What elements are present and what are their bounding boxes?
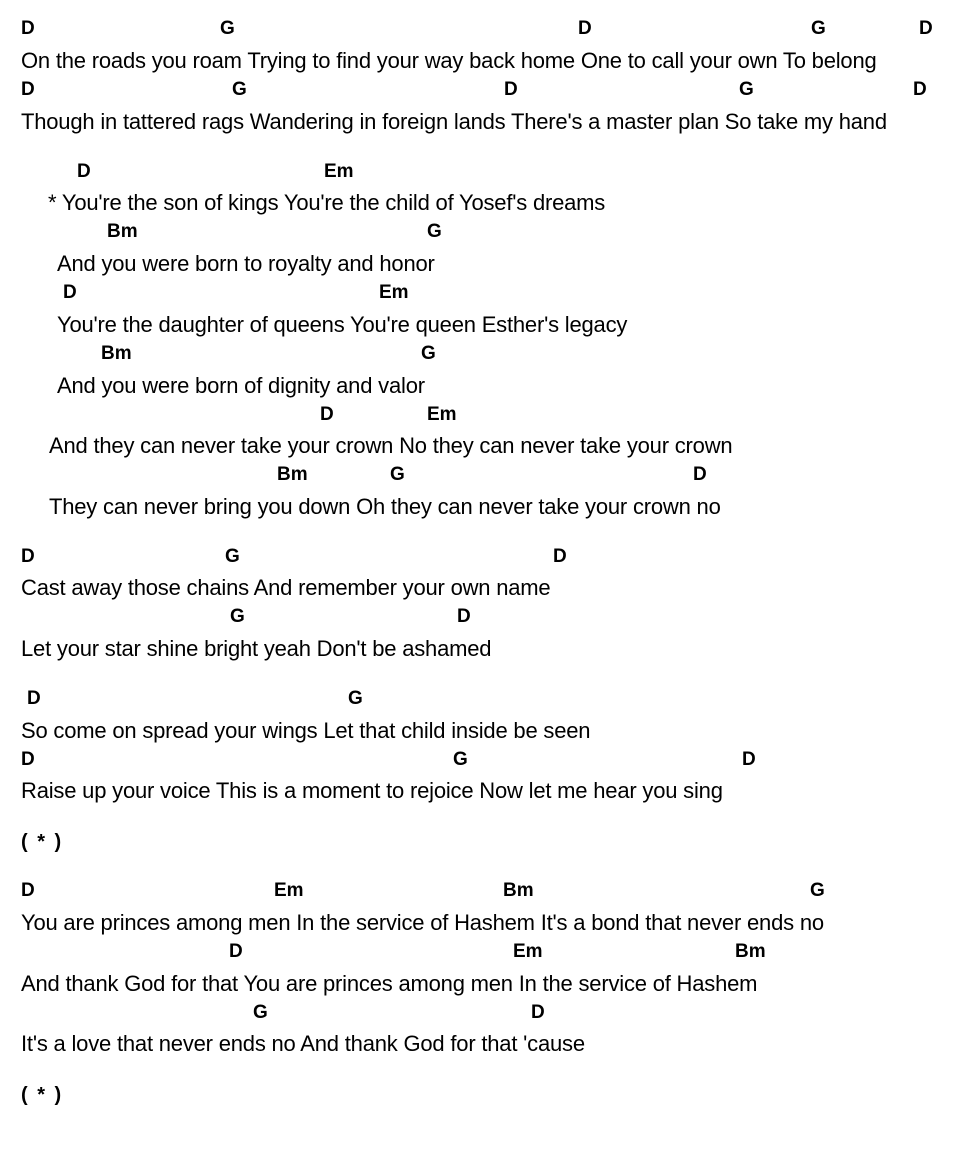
chord-line xyxy=(0,1002,969,1024)
repeat-chorus-marker: ( * ) xyxy=(21,831,64,853)
chord: G xyxy=(739,79,754,100)
chord: D xyxy=(919,18,933,39)
chord: G xyxy=(225,546,240,567)
chord: D xyxy=(77,161,91,182)
lyric-line: And thank God for that You are princes among men In the service of Hashem xyxy=(21,971,758,996)
chord-line xyxy=(0,161,969,183)
chord: D xyxy=(913,79,927,100)
chord: Em xyxy=(324,161,354,182)
chord: Bm xyxy=(107,221,138,242)
chord-line xyxy=(0,282,969,304)
chord: Em xyxy=(379,282,409,303)
lyric-line: Though in tattered rags Wandering in foreign lands There's a master plan So take my hand xyxy=(21,109,887,134)
chord: G xyxy=(232,79,247,100)
lyric-line: It's a love that never ends no And thank God for that 'cause xyxy=(21,1031,585,1056)
chord: D xyxy=(229,941,243,962)
chord: Em xyxy=(513,941,543,962)
chord: Bm xyxy=(277,464,308,485)
lyric-line: You're the daughter of queens You're queen Esther's legacy xyxy=(57,312,628,337)
lyric-line: And you were born to royalty and honor xyxy=(57,251,435,276)
chord-line xyxy=(0,404,969,426)
lyric-line: Cast away those chains And remember your own name xyxy=(21,575,551,600)
chord: G xyxy=(421,343,436,364)
chord: G xyxy=(427,221,442,242)
chord: D xyxy=(21,18,35,39)
chord-line xyxy=(0,880,969,902)
chord: G xyxy=(390,464,405,485)
chord-line xyxy=(0,749,969,771)
chord: D xyxy=(21,79,35,100)
lyric-line: On the roads you roam Trying to find your way back home One to call your own To belong xyxy=(21,48,877,73)
chord-line xyxy=(0,221,969,243)
chord: G xyxy=(230,606,245,627)
chord: G xyxy=(811,18,826,39)
chord: Bm xyxy=(503,880,534,901)
chord: G xyxy=(453,749,468,770)
lyric-line: You are princes among men In the service of Hashem It's a bond that never ends no xyxy=(21,910,824,935)
lyric-line: * You're the son of kings You're the child of Yosef's dreams xyxy=(48,190,606,215)
lyric-line: Let your star shine bright yeah Don't be ashamed xyxy=(21,636,492,661)
repeat-chorus-marker: ( * ) xyxy=(21,1084,64,1106)
chord: D xyxy=(457,606,471,627)
chord: D xyxy=(21,546,35,567)
chord: G xyxy=(810,880,825,901)
chord: D xyxy=(63,282,77,303)
chord: D xyxy=(742,749,756,770)
chord: D xyxy=(504,79,518,100)
chord: D xyxy=(693,464,707,485)
lyric-line: Raise up your voice This is a moment to rejoice Now let me hear you sing xyxy=(21,778,723,803)
chord: G xyxy=(220,18,235,39)
chord-line xyxy=(0,18,969,40)
chord: G xyxy=(348,688,363,709)
chord-line xyxy=(0,546,969,568)
chord: Bm xyxy=(101,343,132,364)
lyric-line: And they can never take your crown No they can never take your crown xyxy=(49,433,733,458)
chord: G xyxy=(253,1002,268,1023)
chord-line xyxy=(0,941,969,963)
chord: D xyxy=(320,404,334,425)
chord: D xyxy=(21,749,35,770)
chord: D xyxy=(531,1002,545,1023)
chord: Em xyxy=(427,404,457,425)
chord: Bm xyxy=(735,941,766,962)
chord-line xyxy=(0,606,969,628)
chord-line xyxy=(0,464,969,486)
chord: D xyxy=(21,880,35,901)
lyric-line: So come on spread your wings Let that child inside be seen xyxy=(21,718,591,743)
chord-line xyxy=(0,343,969,365)
lyric-line: They can never bring you down Oh they can never take your crown no xyxy=(49,494,721,519)
lyric-line: And you were born of dignity and valor xyxy=(57,373,425,398)
chord: D xyxy=(578,18,592,39)
chord: D xyxy=(553,546,567,567)
chord-line xyxy=(0,688,969,710)
chord: D xyxy=(27,688,41,709)
chord-line xyxy=(0,79,969,101)
chord: Em xyxy=(274,880,304,901)
